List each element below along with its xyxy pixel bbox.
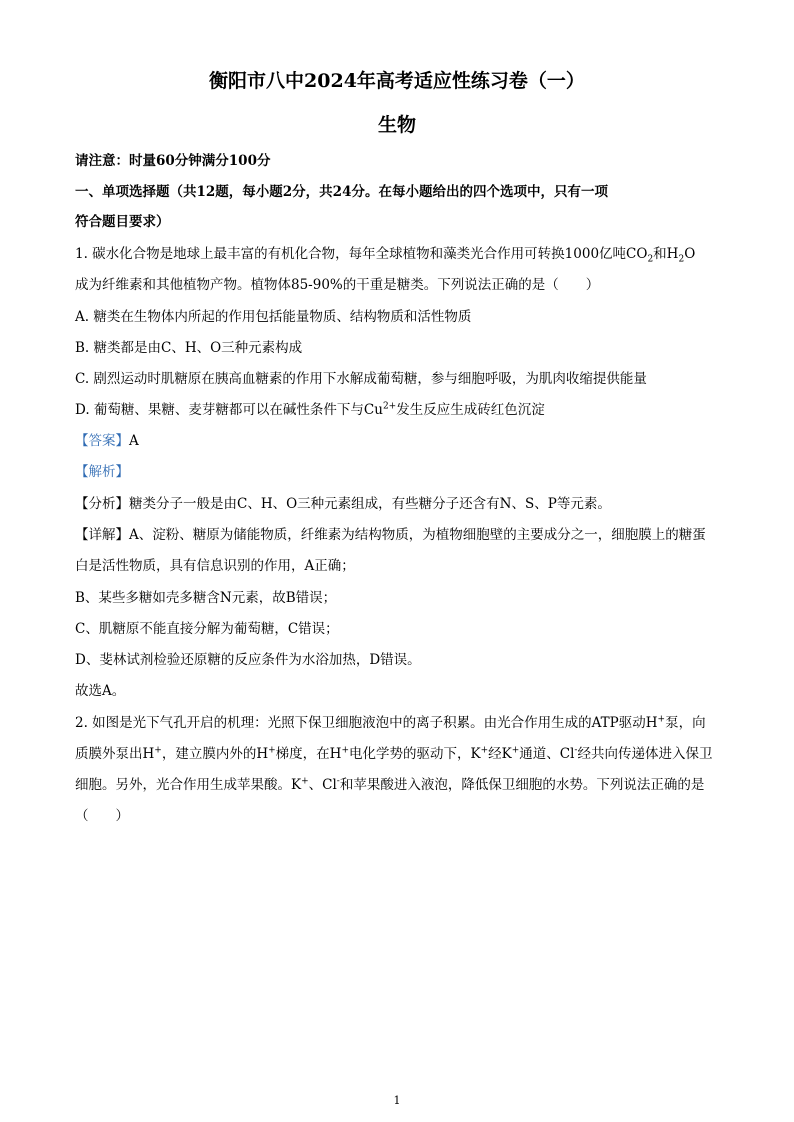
xiangjie-tag: 【详解】 bbox=[75, 527, 129, 543]
q2-h-superscript: + bbox=[657, 714, 666, 725]
exam-notice: 请注意：时量60分钟满分100分 bbox=[75, 153, 271, 169]
q2-stem-line4: （ ） bbox=[75, 808, 129, 824]
q2-l3-text-a: 细胞。另外，光合作用生成苹果酸。K bbox=[75, 777, 302, 793]
q2-l1-text-b: 泵，向 bbox=[665, 715, 706, 731]
q1-co2-subscript: 2 bbox=[647, 254, 654, 265]
q2-superscript: + bbox=[511, 745, 520, 756]
q1-xiangjie-line2: 白是活性物质，具有信息识别的作用，A正确； bbox=[75, 558, 355, 574]
q1-xiangjie-line1 bbox=[75, 525, 706, 545]
q1-option-c: C. 剧烈运动时肌糖原在胰高血糖素的作用下水解成葡萄糖，参与细胞呼吸，为肌肉收缩提供能量 bbox=[75, 371, 647, 387]
q2-l1-text-a: 2. 如图是光下气孔开启的机理：光照下保卫细胞液泡中的离子积累。由光合作用生成的ATP驱动H bbox=[75, 715, 658, 731]
section-heading-line2: 符合题目要求） bbox=[75, 214, 170, 230]
q1-option-b: B. 糖类都是由C、H、O三种元素构成 bbox=[75, 340, 303, 356]
q1-xiangjie-c: C、肌糖原不能直接分解为葡萄糖，C错误； bbox=[75, 621, 339, 637]
answer-tag: 【答案】 bbox=[75, 433, 129, 449]
exam-title: 衡阳市八中2024年高考适应性练习卷（一） bbox=[209, 70, 585, 92]
q1-stem-line1 bbox=[75, 244, 695, 264]
section-heading-line1: 一、单项选择题（共12题，每小题2分，共24分。在每小题给出的四个选项中，只有一项 bbox=[75, 184, 608, 200]
q1-h2o-subscript: 2 bbox=[678, 254, 685, 265]
page-number: 1 bbox=[393, 1094, 401, 1107]
q1-stem-text-b: 和H bbox=[653, 246, 679, 262]
fenxi-tag: 【分析】 bbox=[75, 496, 129, 512]
q1-option-d bbox=[75, 400, 545, 420]
q1-answer bbox=[75, 431, 139, 451]
q2-l2-text-f: 通道、Cl bbox=[519, 746, 575, 762]
q1-cu-superscript: 2+ bbox=[382, 401, 397, 412]
q1-option-a: A. 糖类在生物体内所起的作用包括能量物质、结构物质和活性物质 bbox=[75, 309, 472, 325]
q2-superscript: - bbox=[336, 776, 340, 787]
q1-stem-text-c: O bbox=[684, 246, 696, 262]
q2-l2-text-d: 电化学势的驱动下，K bbox=[348, 746, 481, 762]
q2-l2-text-g: 经共向传递体进入保卫 bbox=[577, 746, 713, 762]
q2-l2-text-c: 梯度，在H bbox=[275, 746, 342, 762]
q1-stem-text-a: 1. 碳水化合物是地球上最丰富的有机化合物，每年全球植物和藻类光合作用可转换1000亿吨CO bbox=[75, 246, 648, 262]
q1-option-d-text-a: D. 葡萄糖、果糖、麦芽糖都可以在碱性条件下与Cu bbox=[75, 402, 383, 418]
q1-xiangjie-b: B、某些多糖如壳多糖含N元素，故B错误； bbox=[75, 590, 337, 606]
q2-l2-text-e: 经K bbox=[488, 746, 512, 762]
q2-stem-line3 bbox=[75, 775, 704, 795]
q2-l2-text-a: 质膜外泵出H bbox=[75, 746, 155, 762]
q2-superscript: + bbox=[268, 745, 276, 756]
q1-xiangjie-d: D、斐林试剂检验还原糖的反应条件为水浴加热，D错误。 bbox=[75, 652, 421, 668]
q1-fenxi bbox=[75, 494, 611, 514]
q1-analysis-heading bbox=[75, 462, 129, 482]
q2-stem-line2 bbox=[75, 744, 712, 764]
q2-stem-line1 bbox=[75, 713, 706, 733]
answer-value: A bbox=[129, 433, 139, 449]
q2-superscript: + bbox=[154, 745, 162, 756]
subject-title: 生物 bbox=[377, 114, 416, 136]
q2-superscript: + bbox=[341, 745, 349, 756]
q2-l2-text-b: ，建立膜内外的H bbox=[161, 746, 269, 762]
analysis-tag: 【解析】 bbox=[75, 464, 129, 480]
q2-superscript: + bbox=[480, 745, 489, 756]
q2-l3-text-c: 和苹果酸进入液泡，降低保卫细胞的水势。下列说法正确的是 bbox=[339, 777, 705, 793]
xiangjie-text: A、淀粉、糖原为储能物质，纤维素为结构物质，为植物细胞壁的主要成分之一，细胞膜上的糖蛋 bbox=[129, 527, 706, 543]
q1-conclusion: 故选A。 bbox=[75, 683, 126, 699]
fenxi-text: 糖类分子一般是由C、H、O三种元素组成，有些糖分子还含有N、S、P等元素。 bbox=[129, 496, 611, 512]
q2-superscript: - bbox=[574, 745, 578, 756]
q2-superscript: + bbox=[301, 776, 309, 787]
q1-option-d-text-b: 发生反应生成砖红色沉淀 bbox=[396, 402, 545, 418]
q2-l3-text-b: 、Cl bbox=[308, 777, 337, 793]
q1-stem-line2: 成为纤维素和其他植物产物。植物体85-90%的干重是糖类。下列说法正确的是（ ） bbox=[75, 277, 600, 293]
